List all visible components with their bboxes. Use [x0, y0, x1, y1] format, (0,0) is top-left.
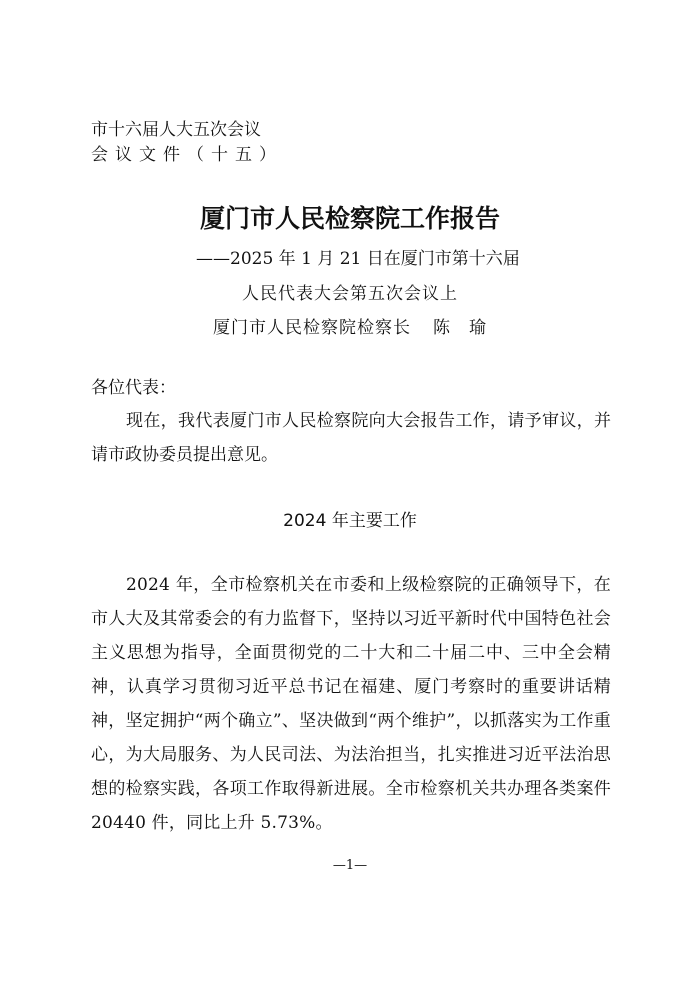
- speaker-name-first: 陈: [433, 318, 451, 338]
- intro-paragraph: 现在，我代表厦门市人民检察院向大会报告工作，请予审议，并请市政协委员提出意见。: [91, 411, 611, 465]
- speaker-role: 厦门市人民检察院检察长: [213, 318, 411, 338]
- subtitle-date-line: ——2025 年 1 月 21 日在厦门市第十六届: [196, 249, 520, 269]
- subtitle-meeting-line: 人民代表大会第五次会议上: [242, 284, 458, 304]
- page-number: —1—: [332, 858, 368, 873]
- body-paragraph: 2024 年，全市检察机关在市委和上级检察院的正确领导下，在市人大及其常委会的有力监督下，坚持以习近平新时代中国特色社会主义思想为指导，全面贯彻党的二十大和二十届二中、三中全会精神，认真学习贯彻习近平总书记在福建、厦门考察时的重要讲话精神，坚定拥护“两个确立”、坚决做到“两个维护”，以抓落实为工作重心，为大局服务、为人民司法、为法治担当，扎实推进习近平法治思想的检察实践，各项工作取得新进展。全市检察机关共办理各类案件 20440 件，同比上升 5.73%。: [91, 575, 611, 833]
- meeting-session-line: 市十六届人大五次会议: [91, 120, 261, 140]
- speaker-name-second: 瑜: [469, 318, 487, 338]
- meeting-document-number: 会议文件（十五）: [91, 145, 283, 165]
- section-heading: 2024 年主要工作: [283, 511, 417, 531]
- report-title: 厦门市人民检察院工作报告: [199, 204, 500, 233]
- salutation: 各位代表：: [91, 378, 176, 398]
- subtitle-speaker-line: [213, 316, 487, 340]
